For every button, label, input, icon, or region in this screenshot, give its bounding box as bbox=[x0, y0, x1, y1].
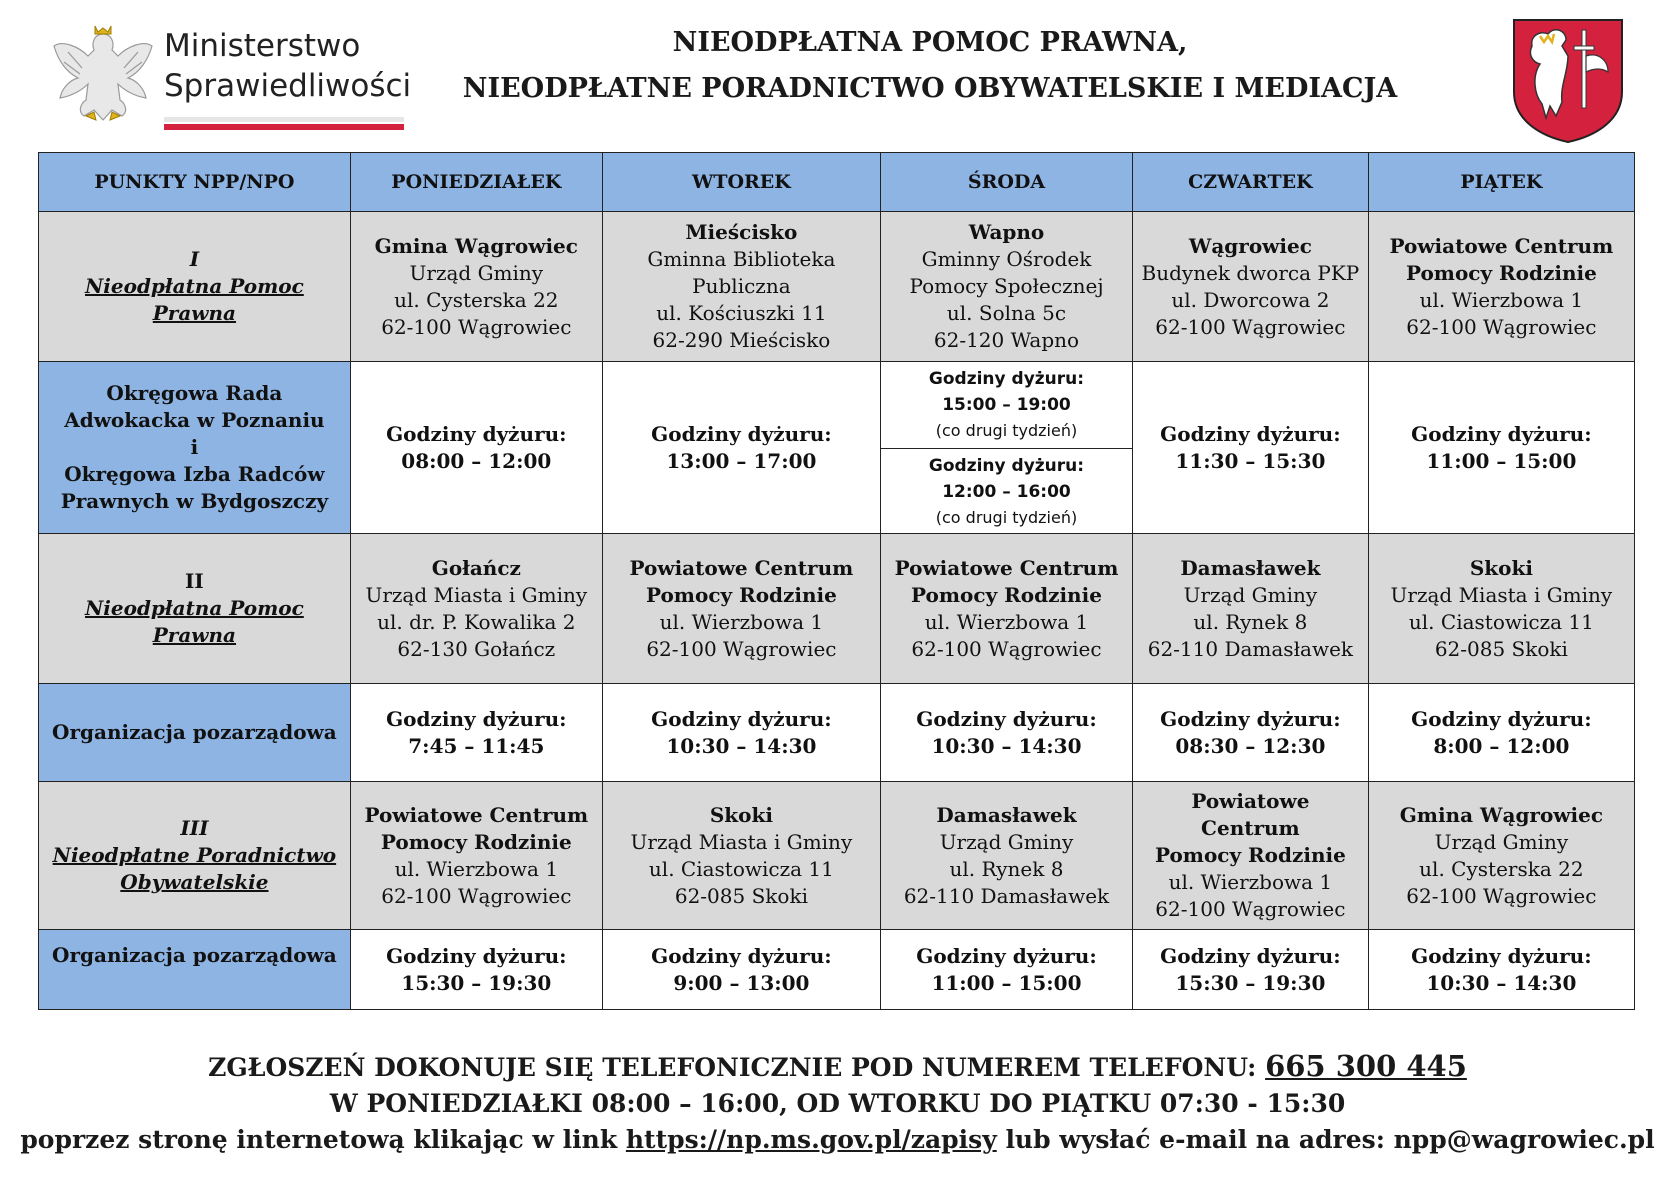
ministry-name-line2: Sprawiedliwości bbox=[164, 68, 412, 104]
cell-text-line: ul. Rynek 8 bbox=[1193, 609, 1308, 634]
cell-text-line: Nieodpłatna Pomoc Prawna bbox=[85, 274, 304, 325]
cell-text-line: 62-130 Gołańcz bbox=[397, 636, 556, 661]
cell-text-line: Urząd Miasta i Gminy bbox=[630, 829, 853, 854]
cell-text-line: Damasławek bbox=[936, 802, 1077, 827]
location-cell bbox=[880, 782, 1132, 930]
flag-stripe-red bbox=[164, 124, 404, 130]
hours-cell bbox=[880, 930, 1132, 1010]
flag-stripe-white bbox=[164, 117, 404, 122]
cell-text-line: 62-100 Wągrowiec bbox=[1155, 897, 1346, 921]
cell-text-line: Urząd Gminy bbox=[1434, 829, 1569, 854]
cell-text-line: Budynek dworca PKP bbox=[1141, 260, 1360, 285]
cell-text-line: 62-100 Wągrowiec bbox=[381, 314, 572, 339]
location-cell bbox=[602, 212, 880, 362]
cell-text-line: 15:30 – 19:30 bbox=[1175, 970, 1326, 995]
cell-text-line: III bbox=[180, 816, 209, 840]
section-label bbox=[39, 212, 351, 362]
cell-text-line: ul. Kościuszki 11 bbox=[656, 301, 827, 325]
cell-text-line: Damasławek bbox=[1180, 555, 1321, 580]
cell-text-line: ul. Cysterska 22 bbox=[394, 287, 559, 312]
cell-text-line: ul. Wierzbowa 1 bbox=[1419, 287, 1584, 312]
phone-number[interactable]: 665 300 445 bbox=[1265, 1049, 1467, 1083]
hours-cell bbox=[350, 684, 602, 782]
contact-footer bbox=[0, 1048, 1675, 1158]
cell-text-line: 62-100 Wągrowiec bbox=[911, 636, 1102, 661]
cell-text-line: Godziny dyżuru: bbox=[651, 706, 832, 731]
column-header: CZWARTEK bbox=[1133, 153, 1369, 212]
cell-text-line: 15:00 – 19:00 bbox=[942, 395, 1071, 415]
cell-text-line: 62-100 Wągrowiec bbox=[381, 883, 572, 908]
table-header-row bbox=[39, 153, 1635, 212]
cell-text-line: Publiczna bbox=[692, 274, 791, 298]
cell-text-line: Wapno bbox=[968, 220, 1045, 244]
title-line1: NIEODPŁATNA POMOC PRAWNA, bbox=[672, 27, 1188, 58]
eagle-icon bbox=[48, 16, 158, 128]
cell-text-line: Gmina Wągrowiec bbox=[374, 233, 578, 258]
cell-text-line: 11:00 – 15:00 bbox=[931, 970, 1082, 995]
cell-text-line: Mieścisko bbox=[685, 220, 798, 244]
cell-text-line: Powiatowe Centrum bbox=[1191, 789, 1310, 840]
location-cell bbox=[350, 534, 602, 684]
hours-slot bbox=[881, 449, 1132, 533]
table-row bbox=[39, 362, 1635, 534]
coat-of-arms-icon bbox=[1510, 16, 1626, 144]
cell-text-line: ul. Ciastowicza 11 bbox=[1408, 609, 1594, 634]
location-cell bbox=[1133, 534, 1369, 684]
cell-text-line: Urząd Miasta i Gminy bbox=[365, 582, 588, 607]
registration-link[interactable]: https://np.ms.gov.pl/zapisy bbox=[625, 1125, 997, 1154]
cell-text-line: ul. Wierzbowa 1 bbox=[1168, 870, 1333, 894]
cell-text-line: 62-085 Skoki bbox=[674, 883, 808, 908]
cell-text-line: Nieodpłatna Pomoc Prawna bbox=[85, 596, 304, 647]
cell-text-line: II bbox=[185, 569, 204, 593]
cell-text-line: 08:30 – 12:30 bbox=[1175, 733, 1326, 758]
hours-cell bbox=[602, 684, 880, 782]
cell-text-line: Gminna Biblioteka bbox=[647, 247, 836, 271]
cell-text-line: Godziny dyżuru: bbox=[386, 943, 567, 968]
ministry-logo bbox=[48, 16, 412, 134]
cell-text-line: Godziny dyżuru: bbox=[1160, 943, 1341, 968]
cell-text-line: Skoki bbox=[1469, 555, 1533, 580]
cell-text-line: Adwokacka w Poznaniu bbox=[64, 408, 325, 432]
hours-cell bbox=[1133, 930, 1369, 1010]
cell-text-line: Gołańcz bbox=[431, 555, 521, 580]
operator-label: Organizacja pozarządowa bbox=[39, 684, 351, 782]
hours-cell bbox=[602, 362, 880, 534]
cell-text-line: 8:00 – 12:00 bbox=[1433, 733, 1570, 758]
hours-cell bbox=[1368, 684, 1634, 782]
hours-cell bbox=[1133, 684, 1369, 782]
location-cell bbox=[350, 782, 602, 930]
cell-text-line: 15:30 – 19:30 bbox=[401, 970, 552, 995]
hours-cell-split bbox=[880, 362, 1132, 534]
web-line bbox=[0, 1122, 1675, 1158]
cell-text-line: Godziny dyżuru: bbox=[1411, 421, 1592, 446]
title-line2: NIEODPŁATNE PORADNICTWO OBYWATELSKIE I MEDIACJA bbox=[462, 73, 1398, 104]
column-header: PIĄTEK bbox=[1368, 153, 1634, 212]
cell-text-line: Urząd Gminy bbox=[939, 829, 1074, 854]
column-header: WTOREK bbox=[602, 153, 880, 212]
cell-text-line: Godziny dyżuru: bbox=[1160, 421, 1341, 446]
email-text: lub wysłać e-mail na adres: npp@wagrowiec.pl bbox=[996, 1125, 1655, 1154]
hours-cell bbox=[1368, 930, 1634, 1010]
cell-text-line: Wągrowiec bbox=[1188, 233, 1312, 258]
hours-cell bbox=[1368, 362, 1634, 534]
cell-text-line: ul. Wierzbowa 1 bbox=[659, 609, 824, 634]
web-line-text: poprzez stronę internetową klikając w link bbox=[20, 1125, 626, 1154]
cell-text-line: 62-100 Wągrowiec bbox=[646, 636, 837, 661]
cell-text-line: Godziny dyżuru: bbox=[386, 706, 567, 731]
cell-text-line: Powiatowe Centrum bbox=[894, 555, 1119, 580]
page-header bbox=[0, 0, 1675, 150]
cell-text-line: Nieodpłatne Poradnictwo bbox=[52, 843, 337, 867]
ministry-name bbox=[164, 26, 411, 106]
cell-text-line: Godziny dyżuru: bbox=[386, 421, 567, 446]
cell-text-line: Godziny dyżuru: bbox=[928, 456, 1085, 476]
hours-line: W PONIEDZIAŁKI 08:00 – 16:00, OD WTORKU DO PIĄTKU 07:30 - 15:30 bbox=[329, 1089, 1346, 1118]
cell-text-line: ul. Rynek 8 bbox=[949, 856, 1064, 881]
cell-text-line: Godziny dyżuru: bbox=[916, 943, 1097, 968]
hours-cell bbox=[602, 930, 880, 1010]
cell-text-line: 9:00 – 13:00 bbox=[673, 970, 810, 995]
cell-text-line: ul. Dworcowa 2 bbox=[1171, 287, 1330, 312]
cell-text-line: Powiatowe Centrum bbox=[364, 802, 589, 827]
cell-text-line: Urząd Gminy bbox=[409, 260, 544, 285]
schedule-table bbox=[38, 152, 1635, 1010]
ministry-name-line1: Ministerstwo bbox=[164, 28, 361, 64]
cell-text-line: 08:00 – 12:00 bbox=[401, 448, 552, 473]
cell-text-line: ul. Cysterska 22 bbox=[1419, 856, 1584, 881]
cell-text-line: 62-100 Wągrowiec bbox=[1406, 314, 1597, 339]
cell-text-line: Godziny dyżuru: bbox=[651, 421, 832, 446]
location-cell bbox=[350, 212, 602, 362]
location-cell bbox=[1133, 782, 1369, 930]
cell-text-line: 10:30 – 14:30 bbox=[931, 733, 1082, 758]
cell-text-line: ul. Wierzbowa 1 bbox=[924, 609, 1089, 634]
cell-text-line: 11:30 – 15:30 bbox=[1175, 448, 1326, 473]
cell-text-line: 62-100 Wągrowiec bbox=[1406, 883, 1597, 908]
column-header: ŚRODA bbox=[880, 153, 1132, 212]
cell-text-line: Obywatelskie bbox=[120, 870, 269, 894]
cell-text-line: ul. Solna 5c bbox=[946, 301, 1067, 325]
table-row bbox=[39, 782, 1635, 930]
cell-text-line: Godziny dyżuru: bbox=[928, 369, 1085, 389]
phone-line bbox=[0, 1048, 1675, 1086]
cell-text-line: ul. Ciastowicza 11 bbox=[648, 856, 834, 881]
section-label bbox=[39, 534, 351, 684]
cell-text-line: ul. dr. P. Kowalika 2 bbox=[377, 609, 576, 634]
cell-text-line: 62-110 Damasławek bbox=[1147, 636, 1354, 661]
location-cell bbox=[1368, 782, 1634, 930]
cell-text-line: 62-110 Damasławek bbox=[903, 883, 1110, 908]
cell-text-line: (co drugi tydzień) bbox=[935, 508, 1078, 527]
cell-text-line: Godziny dyżuru: bbox=[916, 706, 1097, 731]
hours-cell bbox=[350, 362, 602, 534]
location-cell bbox=[880, 212, 1132, 362]
cell-text-line: 11:00 – 15:00 bbox=[1426, 448, 1577, 473]
cell-text-line: Pomocy Rodzinie bbox=[911, 582, 1102, 607]
cell-text-line: Urząd Miasta i Gminy bbox=[1390, 582, 1613, 607]
cell-text-line: 62-120 Wapno bbox=[933, 328, 1080, 352]
cell-text-line: 7:45 – 11:45 bbox=[408, 733, 545, 758]
cell-text-line: Pomocy Rodzinie bbox=[380, 829, 572, 854]
cell-text-line: Godziny dyżuru: bbox=[1160, 706, 1341, 731]
cell-text-line: Godziny dyżuru: bbox=[651, 943, 832, 968]
cell-text-line: Pomocy Rodzinie bbox=[1154, 843, 1346, 867]
location-cell bbox=[1133, 212, 1369, 362]
cell-text-line: Pomocy Rodzinie bbox=[1405, 260, 1597, 285]
cell-text-line: 10:30 – 14:30 bbox=[1426, 970, 1577, 995]
hours-slot bbox=[881, 362, 1132, 449]
cell-text-line: Godziny dyżuru: bbox=[1411, 943, 1592, 968]
table-row bbox=[39, 534, 1635, 684]
cell-text-line: Godziny dyżuru: bbox=[1411, 706, 1592, 731]
cell-text-line: (co drugi tydzień) bbox=[935, 421, 1078, 440]
column-header: PUNKTY NPP/NPO bbox=[39, 153, 351, 212]
operator-label: Organizacja pozarządowa bbox=[39, 930, 351, 1010]
section-label bbox=[39, 782, 351, 930]
cell-text-line: Skoki bbox=[709, 802, 773, 827]
hours-cell bbox=[880, 684, 1132, 782]
cell-text-line: Pomocy Rodzinie bbox=[645, 582, 837, 607]
page-title bbox=[430, 20, 1430, 112]
cell-text-line: 10:30 – 14:30 bbox=[666, 733, 817, 758]
cell-text-line: I bbox=[189, 247, 200, 271]
cell-text-line: Okręgowa Rada bbox=[106, 381, 283, 405]
location-cell bbox=[880, 534, 1132, 684]
column-header: PONIEDZIAŁEK bbox=[350, 153, 602, 212]
table-row bbox=[39, 212, 1635, 362]
cell-text-line: 62-100 Wągrowiec bbox=[1155, 314, 1346, 339]
cell-text-line: Powiatowe Centrum bbox=[629, 555, 854, 580]
cell-text-line: 12:00 – 16:00 bbox=[942, 482, 1071, 502]
cell-text-line: Okręgowa Izba Radców bbox=[64, 462, 325, 486]
phone-label: ZGŁOSZEŃ DOKONUJE SIĘ TELEFONICZNIE POD NUMEREM TELEFONU: bbox=[208, 1053, 1266, 1082]
cell-text-line: Pomocy Społecznej bbox=[909, 274, 1104, 298]
cell-text-line: Prawnych w Bydgoszczy bbox=[60, 489, 329, 513]
cell-text-line: 62-290 Mieścisko bbox=[652, 328, 831, 352]
operator-label bbox=[39, 362, 351, 534]
hours-cell bbox=[1133, 362, 1369, 534]
table-row bbox=[39, 930, 1635, 1010]
cell-text-line: Gminny Ośrodek bbox=[921, 247, 1092, 271]
cell-text-line: i bbox=[190, 435, 199, 459]
cell-text-line: 62-085 Skoki bbox=[1434, 636, 1568, 661]
hours-cell bbox=[350, 930, 602, 1010]
cell-text-line: Powiatowe Centrum bbox=[1389, 233, 1614, 258]
location-cell bbox=[1368, 212, 1634, 362]
cell-text-line: ul. Wierzbowa 1 bbox=[394, 856, 559, 881]
cell-text-line: Gmina Wągrowiec bbox=[1399, 802, 1604, 827]
cell-text-line: 13:00 – 17:00 bbox=[666, 448, 817, 473]
location-cell bbox=[602, 782, 880, 930]
cell-text-line: Urząd Gminy bbox=[1183, 582, 1318, 607]
location-cell bbox=[1368, 534, 1634, 684]
location-cell bbox=[602, 534, 880, 684]
table-row bbox=[39, 684, 1635, 782]
